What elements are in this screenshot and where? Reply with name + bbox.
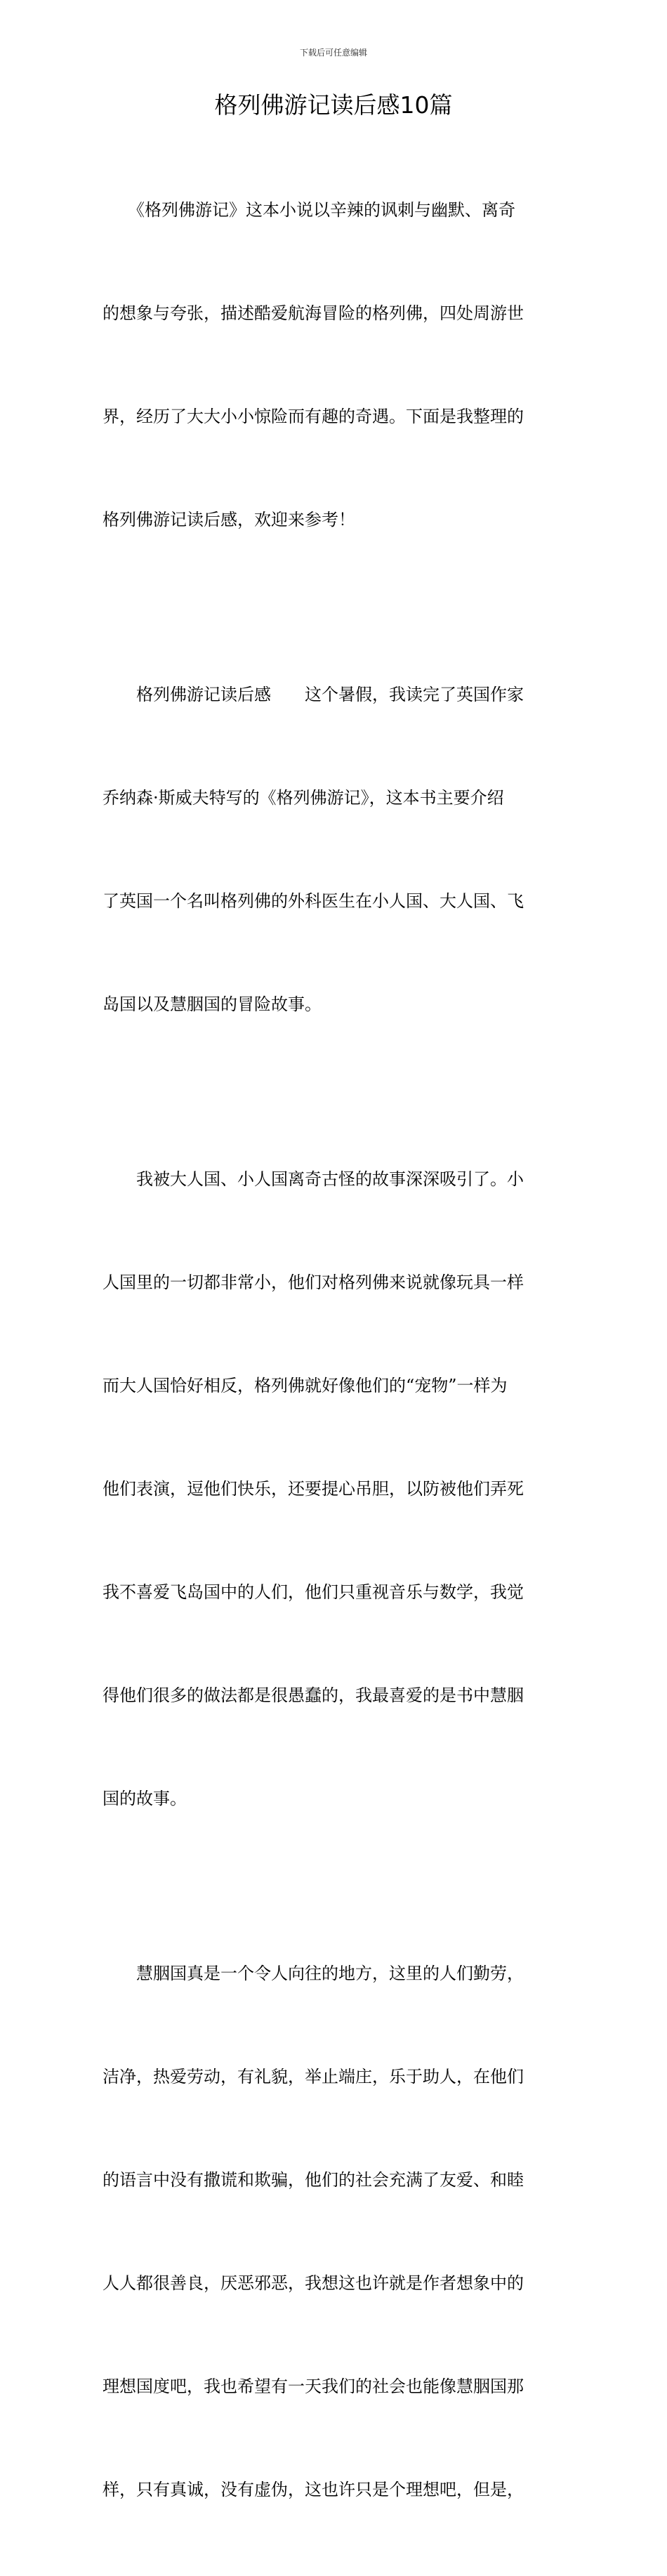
text-line: 的想象与夸张，描述酷爱航海冒险的格列佛，四处周游世 [103,303,524,323]
paragraph-2 [103,609,566,1091]
text-line: 《格列佛游记》这本小说以辛辣的讽刺与幽默、离奇 [103,200,515,220]
header-note: 下载后可任意编辑 [299,48,367,58]
text-line: 得他们很多的做法都是很愚蠢的，我最喜爱的是书中慧胭 [103,1685,524,1705]
paragraph-1 [103,124,566,606]
text-line: 样，只有真诚，没有虚伪，这也许只是个理想吧，但是， [103,2480,524,2499]
text-line: 洁净，热爱劳动，有礼貌，举止端庄，乐于助人，在他们 [103,2067,524,2087]
text-line: 人国里的一切都非常小，他们对格列佛来说就像玩具一样 [103,1273,524,1292]
document-title: 格列佛游记读后感10篇 [214,91,453,119]
text-line: 界，经历了大大小小惊险而有趣的奇遇。下面是我整理的 [103,407,524,426]
text-line: 我不喜爱飞岛国中的人们，他们只重视音乐与数学，我觉 [103,1582,524,1602]
document-body [103,124,566,2576]
paragraph-3 [103,1093,566,1885]
text-line: 了英国一个名叫格列佛的外科医生在小人国、大人国、飞 [103,891,524,911]
text-line: 岛国以及慧胭国的冒险故事。 [103,994,322,1014]
text-line: 格列佛游记读后感 这个暑假，我读完了英国作家 [103,685,524,704]
text-line: 他们表演，逗他们快乐，还要提心吊胆，以防被他们弄死 [103,1479,524,1499]
paragraph-4 [103,1888,566,2576]
text-line: 人人都很善良，厌恶邪恶，我想这也许就是作者想象中的 [103,2273,524,2293]
text-line: 理想国度吧，我也希望有一天我们的社会也能像慧胭国那 [103,2377,524,2396]
text-line: 的语言中没有撒谎和欺骗，他们的社会充满了友爱、和睦 [103,2170,524,2190]
text-line: 国的故事。 [103,1789,187,1808]
text-line: 我被大人国、小人国离奇古怪的故事深深吸引了。小 [103,1169,524,1189]
text-line: 格列佛游记读后感，欢迎来参考！ [103,510,355,530]
text-line: 而大人国恰好相反，格列佛就好像他们的“宠物”一样为 [103,1376,508,1395]
text-line: 乔纳森·斯威夫特写的《格列佛游记》，这本书主要介绍 [103,788,504,808]
text-line: 慧胭国真是一个令人向往的地方，这里的人们勤劳， [103,1964,524,1983]
